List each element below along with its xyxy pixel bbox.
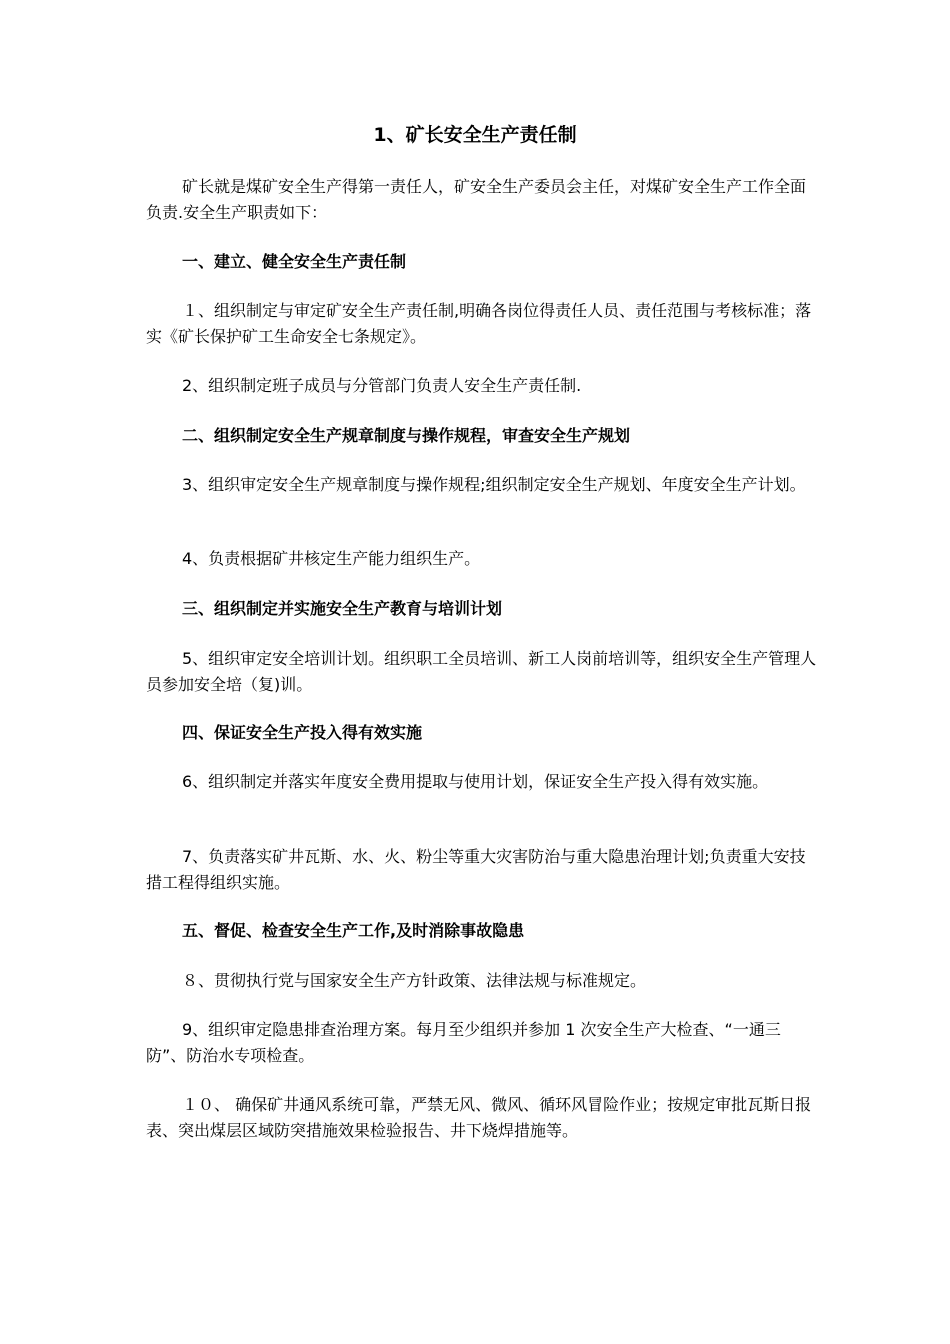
item-9: 9、组织审定隐患排查治理方案。每月至少组织并参加 1 次安全生产大检查、“一通三防”、防治水专项检查。 bbox=[146, 1020, 781, 1065]
item-6: 6、组织制定并落实年度安全费用提取与使用计划，保证安全生产投入得有效实施。 bbox=[182, 772, 769, 791]
section-heading-2: 二、组织制定安全生产规章制度与操作规程，审查安全生产规划 bbox=[182, 426, 631, 445]
section-heading-5: 五、督促、检查安全生产工作,及时消除事故隐患 bbox=[182, 921, 525, 940]
document-title: 1、矿长安全生产责任制 bbox=[373, 124, 577, 146]
item-2: 2、组织制定班子成员与分管部门负责人安全生产责任制. bbox=[182, 376, 582, 395]
item-10: １０、 确保矿井通风系统可靠，严禁无风、微风、循环风冒险作业；按规定审批瓦斯日报表、突出煤层区域防突措施效果检验报告、井下烧焊措施等。 bbox=[146, 1095, 812, 1140]
section-heading-1: 一、建立、健全安全生产责任制 bbox=[182, 252, 407, 271]
item-1: １、组织制定与审定矿安全生产责任制,明确各岗位得责任人员、责任范围与考核标准；落实《矿长保护矿工生命安全七条规定》。 bbox=[146, 301, 812, 346]
section-heading-4: 四、保证安全生产投入得有效实施 bbox=[182, 723, 423, 742]
section-heading-3: 三、组织制定并实施安全生产教育与培训计划 bbox=[182, 599, 503, 618]
intro-paragraph: 矿长就是煤矿安全生产得第一责任人，矿安全生产委员会主任，对煤矿安全生产工作全面负责.安全生产职责如下： bbox=[146, 177, 807, 222]
item-4: 4、负责根据矿井核定生产能力组织生产。 bbox=[182, 549, 481, 568]
item-3: 3、组织审定安全生产规章制度与操作规程;组织制定安全生产规划、年度安全生产计划。 bbox=[182, 475, 806, 494]
item-7: 7、负责落实矿井瓦斯、水、火、粉尘等重大灾害防治与重大隐患治理计划;负责重大安技措工程得组织实施。 bbox=[146, 847, 806, 892]
item-8: ８、贯彻执行党与国家安全生产方针政策、法律法规与标准规定。 bbox=[182, 971, 647, 990]
item-5: 5、组织审定安全培训计划。组织职工全员培训、新工人岗前培训等，组织安全生产管理人员参加安全培（复)训。 bbox=[146, 649, 817, 694]
